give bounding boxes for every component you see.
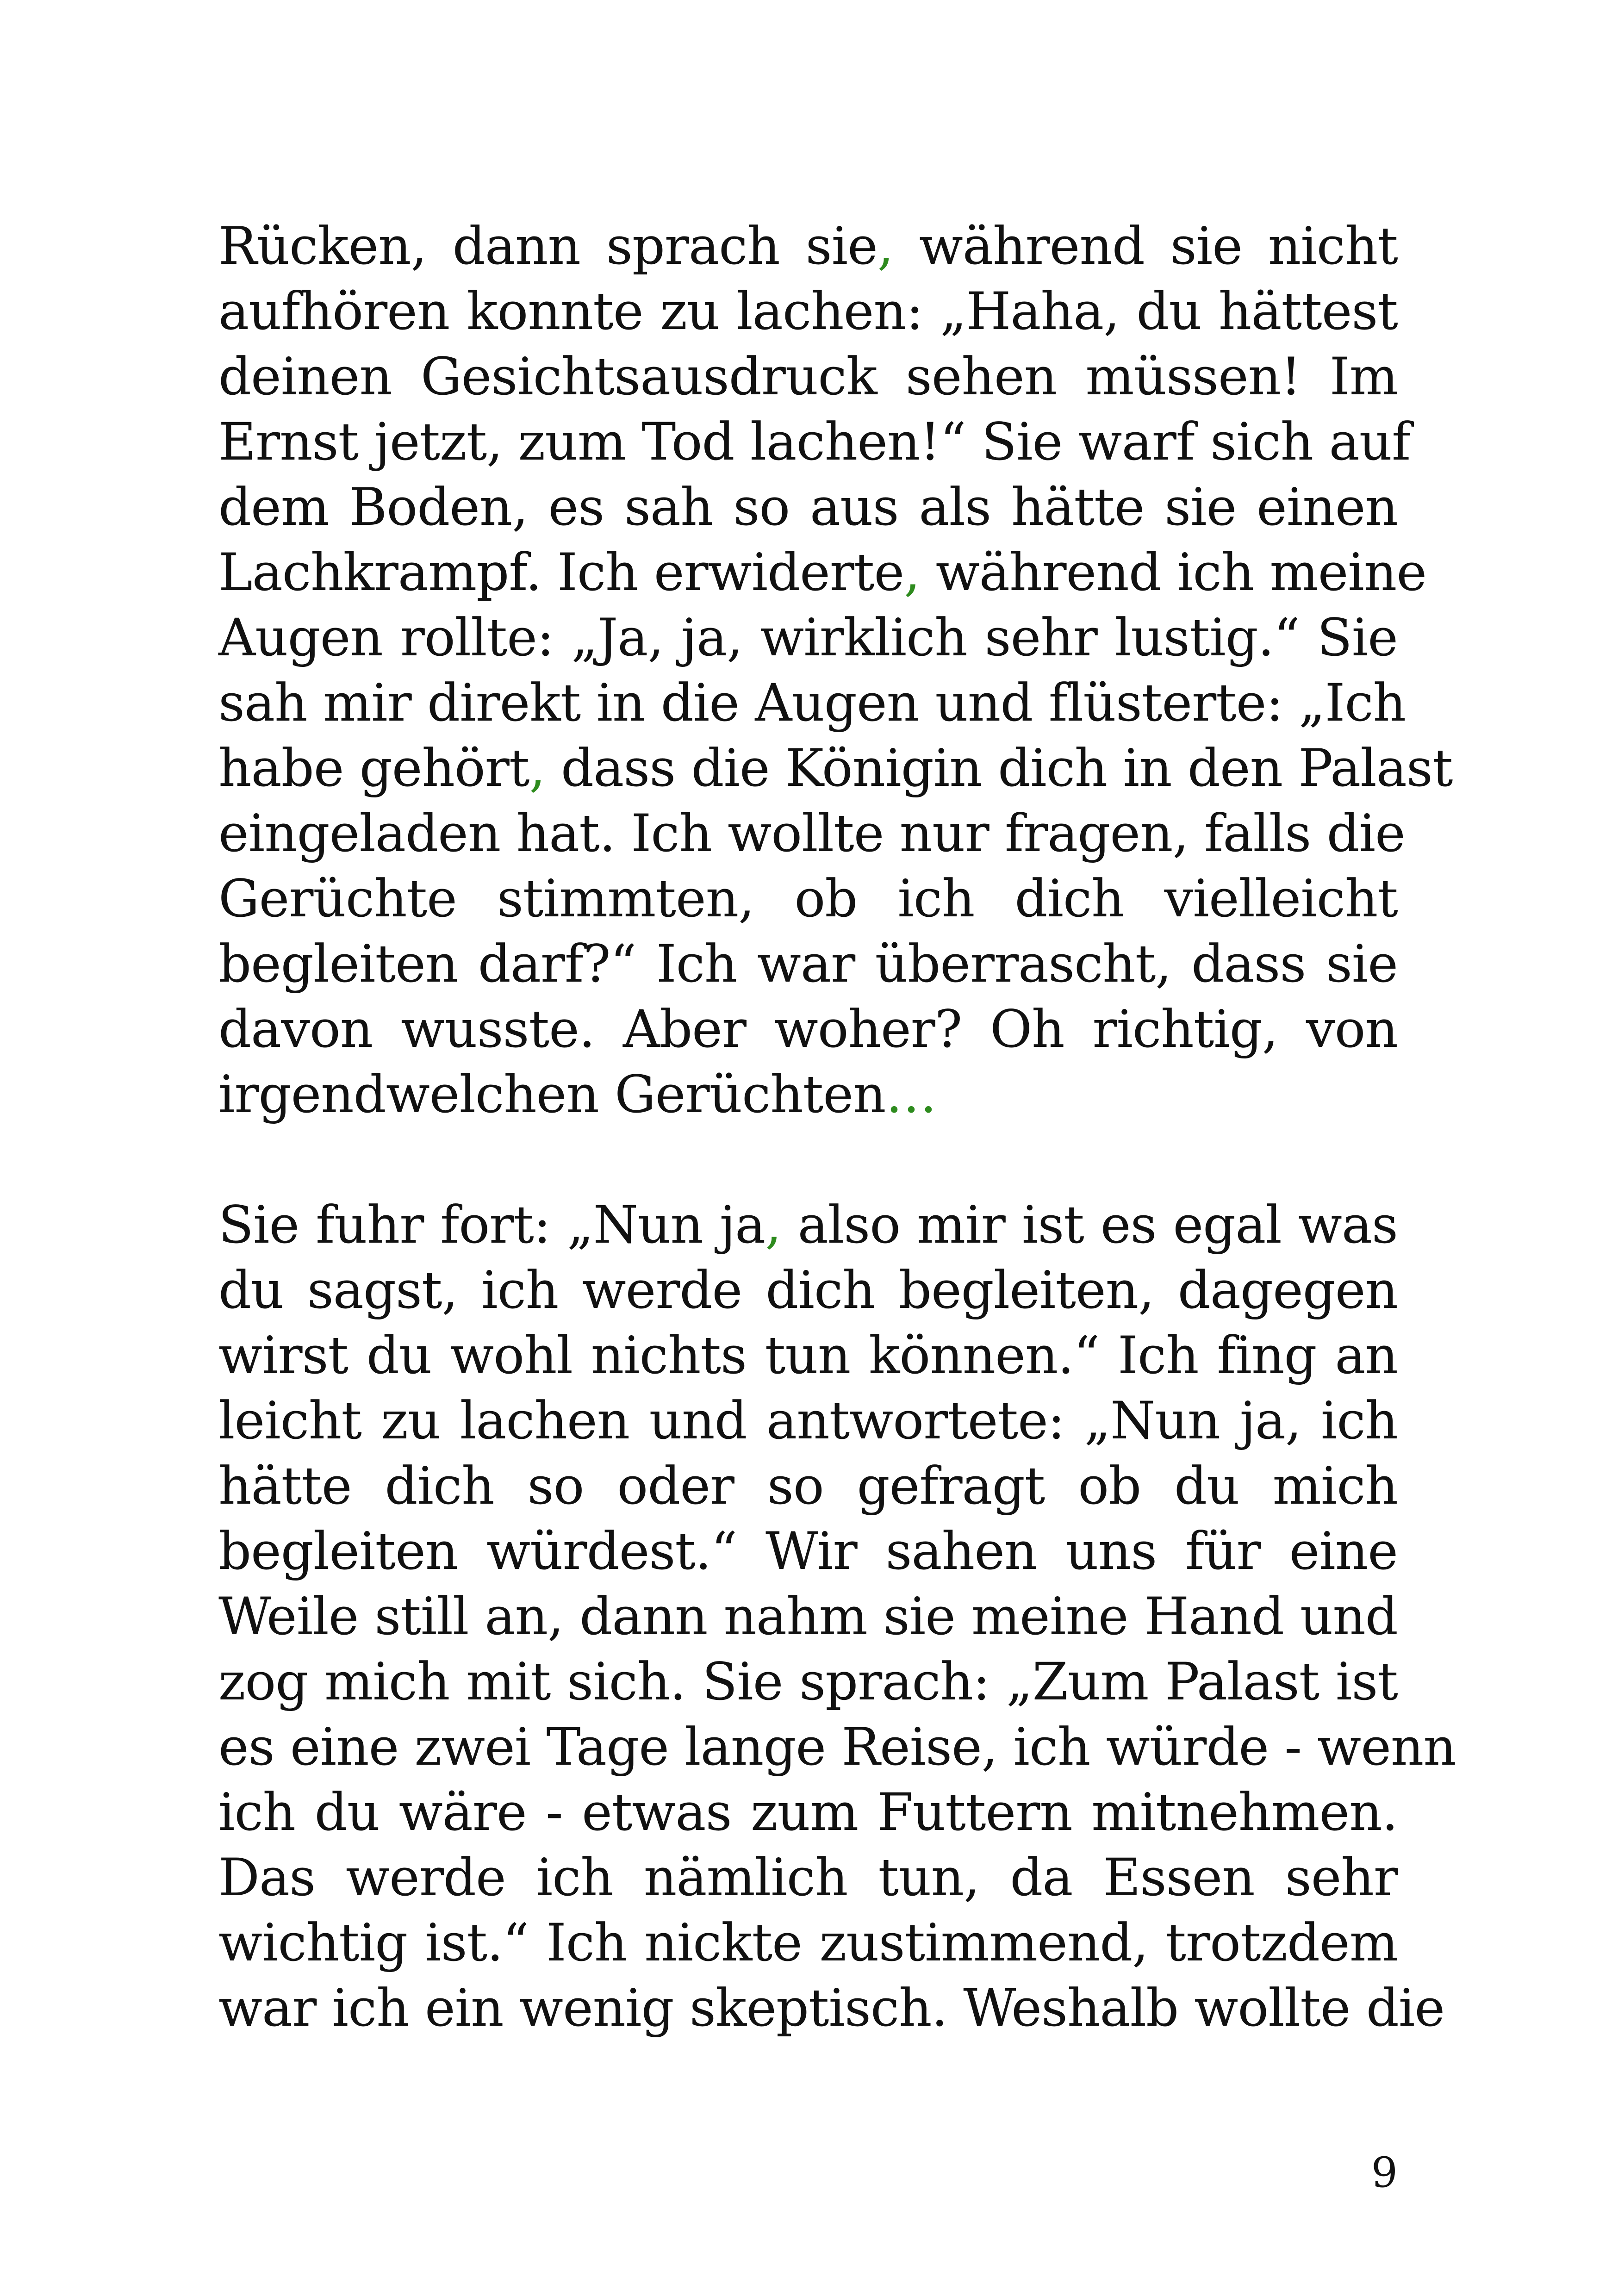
text-line: Das werde ich nämlich tun, da Essen sehr — [218, 1848, 1398, 1908]
text-line: habe gehört, dass die Königin dich in den Palast — [218, 739, 1453, 798]
text-line: irgendwelchen Gerüchten… — [218, 1065, 937, 1125]
text-line: war ich ein wenig skeptisch. Weshalb wollte die — [218, 1979, 1445, 2038]
text-line: Rücken, dann sprach sie, während sie nicht — [218, 217, 1398, 276]
text-line: leicht zu lachen und antwortete: „Nun ja, ich — [218, 1391, 1398, 1451]
text-line: davon wusste. Aber woher? Oh richtig, von — [218, 1000, 1398, 1059]
text-line: wirst du wohl nichts tun können.“ Ich fing an — [218, 1326, 1398, 1386]
text-line: zog mich mit sich. Sie sprach: „Zum Palast ist — [218, 1652, 1398, 1712]
text-line: wichtig ist.“ Ich nickte zustimmend, trotzdem — [218, 1913, 1398, 1973]
text-line: Gerüchte stimmten, ob ich dich vielleicht — [218, 869, 1398, 929]
text-line: sah mir direkt in die Augen und flüsterte: „Ich — [218, 673, 1406, 733]
text-line: dem Boden, es sah so aus als hätte sie einen — [218, 478, 1398, 537]
text-line: hätte dich so oder so gefragt ob du mich — [218, 1456, 1398, 1516]
text-line: begleiten darf?“ Ich war überrascht, dass sie — [218, 934, 1398, 994]
text-line: Ernst jetzt, zum Tod lachen!“ Sie warf sich auf — [218, 412, 1411, 472]
text-line: deinen Gesichtsausdruck sehen müssen! Im — [218, 347, 1398, 407]
text-line: Augen rollte: „Ja, ja, wirklich sehr lustig.“ Sie — [218, 608, 1398, 668]
text-line: aufhören konnte zu lachen: „Haha, du hättest — [218, 282, 1398, 342]
text-line: Sie fuhr fort: „Nun ja, also mir ist es egal was — [218, 1195, 1398, 1255]
text-line: du sagst, ich werde dich begleiten, dagegen — [218, 1261, 1398, 1320]
text-line: eingeladen hat. Ich wollte nur fragen, falls die — [218, 804, 1405, 864]
text-line: Lachkrampf. Ich erwiderte, während ich meine — [218, 543, 1427, 603]
text-line: es eine zwei Tage lange Reise, ich würde - wenn — [218, 1717, 1456, 1777]
text-line: begleiten würdest.“ Wir sahen uns für eine — [218, 1522, 1398, 1581]
text-line: ich du wäre - etwas zum Futtern mitnehmen. — [218, 1783, 1398, 1842]
text-line: Weile still an, dann nahm sie meine Hand und — [218, 1587, 1398, 1647]
page-number: 9 — [1371, 2148, 1398, 2197]
